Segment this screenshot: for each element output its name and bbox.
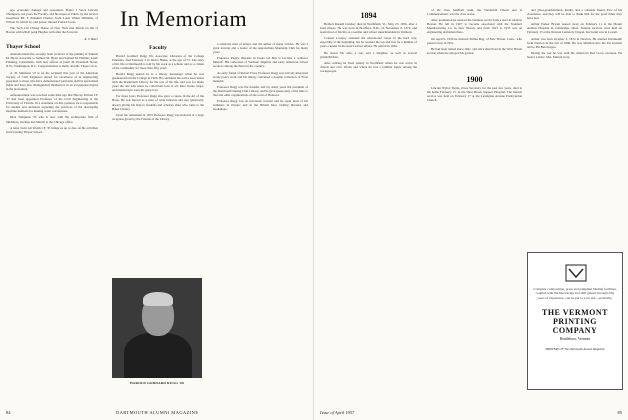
paragraph: He had been retired since 1941, and since then lived in the West Haven section where he enjoyed his garden.	[427, 46, 522, 55]
paragraph: A letter from Gil Walsh CE '35 brings us up to date on his activities since leaving Thayer School.	[6, 125, 98, 134]
paragraph: He leaves his wife, a son, and a daughter, as well as several grandchildren.	[320, 50, 417, 59]
intro-paragraph: age, economic damage and operations. Planet 1 Stock Lincoln Thompson, ten years the Faculty, and his hopes of Public by the service Greenbars Mr. F. Pennkett Charles, from Louis Walter Williams, of Wilson St. which by, and pastor, interest Pollard Cross.	[6, 8, 98, 25]
left-column-2	[112, 42, 204, 274]
year-heading-1894: 1894	[360, 11, 377, 20]
masthead-title: In Memoriam	[120, 6, 248, 31]
right-page	[314, 0, 628, 420]
paragraph: As early friend of Robert Frost, Professor Rugg was actively interested in the poet's work and his library contained a notable collection of Frost material.	[213, 70, 308, 83]
paragraph: Colonel Lovejoy attended the educational career in the hard way, especially at the beginning, but he reached the top and was for a number of years a leader in the state's school affairs. He retired in 1936.	[320, 36, 417, 49]
paragraph: and great-grandchildren, kindly, and a valuable friend. Few of his classmates, and they will be able to thank him for the good times they have had.	[527, 8, 622, 21]
paragraph: Arthur was born October 3, 1874 in Newton. He entered Dartmouth from Newton in the fall of 1896. He was admitted into the Psi Upsilon and to Phi Beta Kappa.	[527, 36, 622, 49]
page-number: 85	[617, 410, 622, 415]
ad-printers-note: PRINTERS OF The Dartmouth Alumni Magazine	[545, 346, 605, 351]
portrait-photo	[112, 278, 202, 378]
left-column-1	[6, 8, 98, 408]
paragraph: a scholarly man of letters, and the author of many articles. He was a great traveler and a leader of the Appalachian Mountain Club for many years.	[213, 42, 308, 55]
section-heading-faculty: Faculty	[149, 45, 167, 51]
paragraph: Dick Tompkins '35 who is now with the architecture firm of Skidmore, Owings and Merrill at the Chicago office.	[6, 115, 98, 124]
paragraph: After graduation he entered the business world from a start in retail in Boston. He left in 1907 to become associated with the Standard Manufacturing Co. in New Haven, and from 1913 to 1935 was an engineering draftsman there.	[427, 18, 522, 35]
right-column-3	[527, 8, 622, 253]
paragraph: Herbert Russell Lindsay died in Northfield, Vt., May 25, 1956, after a brief illness. He was born in Bradford, N.H., on November 8, 1872, and spent most of his life as a teacher and school superintendent in Vermont.	[320, 22, 417, 35]
ad-city: Brattleboro, Vermont	[559, 336, 591, 341]
issue-date: Issue of April 1957	[320, 410, 355, 415]
photo-caption: HAROLD GODDARD RUGG '06	[129, 381, 185, 385]
paragraph: of the class handball team, the Vanderbilt Oberst and at Commencement, was the class orator.	[427, 8, 522, 17]
right-column-1	[320, 8, 417, 408]
paragraph: The Tech Chi Chiang House of New York met March on the of Boston with which point Hughes with after the Forward.	[6, 26, 98, 35]
paragraph: After retiring he lived quietly in Northfield where he was active in church and civic affairs and where he was a familiar figure among the townspeople.	[320, 60, 417, 73]
page-number: 84	[6, 410, 11, 415]
paragraph: During the war he was with the American Red Cross overseas. He leaves a sister, Mrs. Marion Gray.	[527, 50, 622, 59]
paragraph: Upon his retirement in 1953 Professor Rugg was honored at a large reception given by the Friends of the Library.	[112, 112, 204, 121]
vermont-printing-ad	[527, 252, 623, 390]
printing-logo-icon	[564, 263, 588, 283]
paragraph: Professor Rugg was the founder and for many years the president of the Dartmouth Outing Club Library, and he gave generously of his time to that and other organizations of the town of Hanover.	[213, 84, 308, 98]
paragraph: Harold Rugg started in as a library messenger when he was graduated from the College in 1906. He continued his active association with the Dartmouth Library for the rest of his life, and was for many years the one who knew its collections best of all. Rare books, maps, and manuscripts were his great love.	[112, 71, 204, 93]
paragraph: On April 9, 1956 he married Emma Bog, of New Haven, Conn., who passed away in 1951.	[427, 36, 522, 45]
paragraph: Announcement has recently been received of the naming of Samuel M. Hyatt. Associate to Samuel M. Hyatt and Samuel M. Hamlin, Lanti' Planning Consultants, with new offices at point 40 Twentieth Street, N.W., Washington, D.C. Congratulations to them, and Mr. Thayer on to.	[6, 52, 98, 69]
signoff: R. S. Baker	[84, 36, 98, 41]
magazine-name: DARTMOUTH ALUMNI MAGAZINE	[116, 410, 199, 415]
year-heading-1900: 1900	[466, 74, 483, 84]
paragraph: For more years Professor Rugg also gave a course in the Art of the Book. He was known as a man of wide interests and rare generosity, always giving his help to students and scholars alike who came to the Baker Library.	[112, 94, 204, 111]
paragraph: Arthur Parker Bryant passed away on February 11 at the Mount Auburn Hospital in Cambridge, Mass. Funeral services were held on February 15 at the Newton Cemetery Chapel, but burial was in Lowell.	[527, 22, 622, 35]
ad-brand: THE VERMONT PRINTING COMPANY	[541, 307, 609, 335]
paragraph: Harold Goddard Rugg '06, Associate Librarian of the College Emeritus, died February 3 in Dick's Home, at the age of 73. The story of his life at Dartmouth is told by his work as a scholar and as a citizen of the community for more than fifty years.	[112, 53, 204, 70]
paragraph: A. H. Simmons '27 is on the recipient this year of the American Society of Civil Engineers Award for excellence of in engineering presented to those who have demonstrated particular skill in specialized fields and have also distinguished themselves in an exceptional degree in the profession.	[6, 70, 98, 91]
left-column-3	[213, 42, 308, 402]
section-heading-thayer: Thayer School	[6, 43, 40, 50]
paragraph: Professor Rugg was an inveterate traveler and he spent most of his summers in Europe and in the British Isles visiting libraries and bookshops.	[213, 99, 308, 112]
ad-blurb: Complete composition, press and pamphlet binding facilities, coupled with the knowledge and skill gained through fifty years of experience, can be put to your use—profitably.	[533, 287, 617, 300]
paragraph: Professor Rugg's interests in books led him to become a collector himself. His collection of Vermont imprints and early American school books is among the finest in the country.	[213, 56, 308, 69]
paragraph: Lincoln Wynot Tuttle, Class Secretary for the past few years, died at his home February 15, in the West Haven Sapport Hospital. The funeral service was held on February 17 at the Lexington Avenue Presbyterian Church.	[427, 85, 522, 103]
paragraph: Announcement was received some time ago that Harvey Warren CE '37 had been appointed Professor of the Civil Engineering at the University of Florida. In a statement on this position, he is responsible for studies and decisions regarding the practices of the developing machine methods for making water calculations.	[6, 93, 98, 114]
right-column-2	[427, 8, 522, 408]
